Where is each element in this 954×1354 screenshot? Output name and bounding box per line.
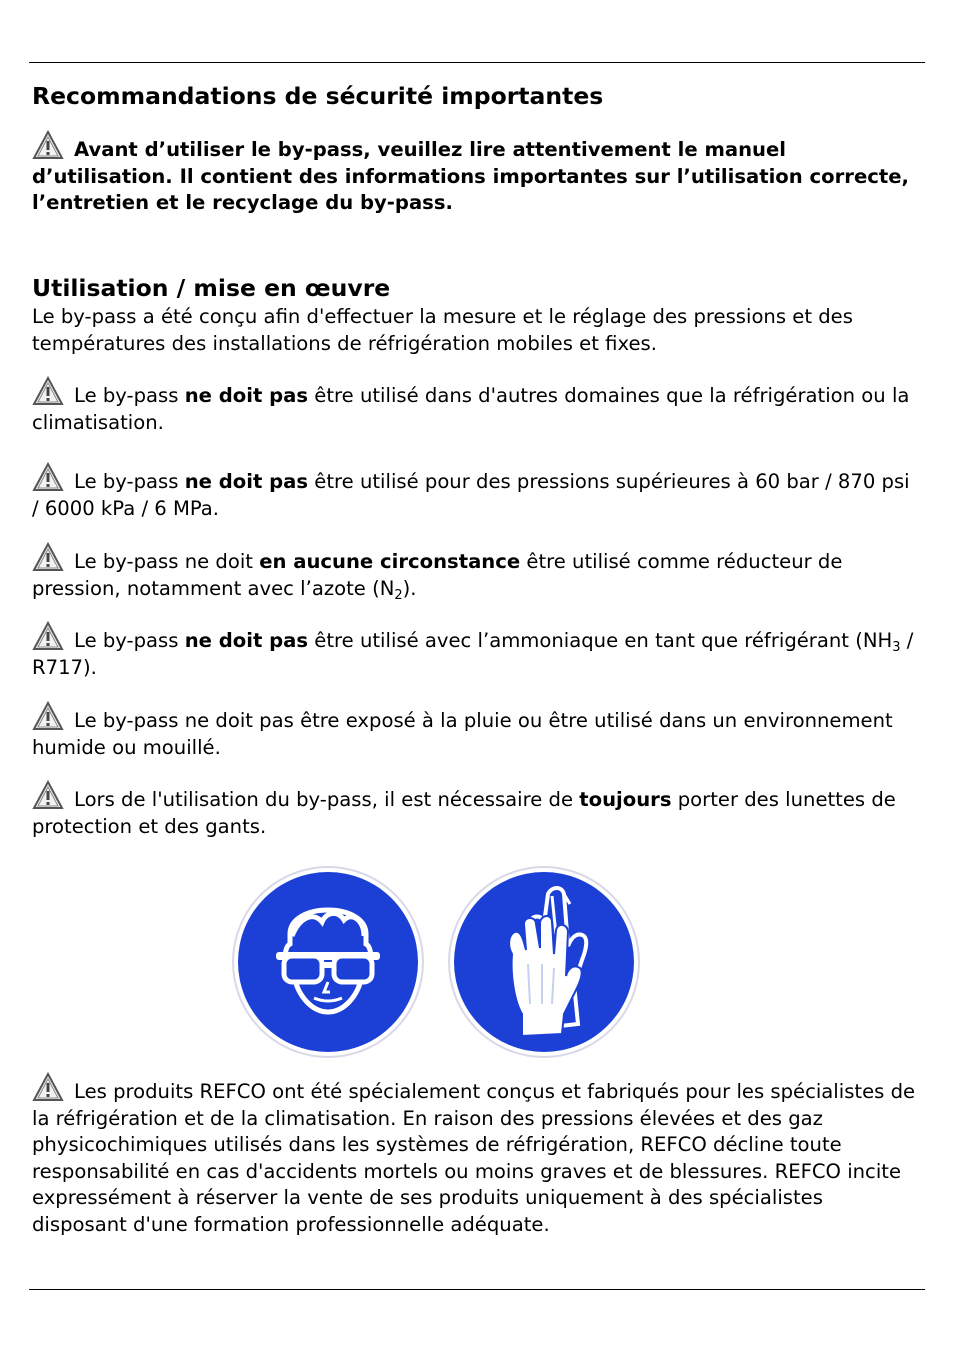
warning-triangle-icon bbox=[32, 130, 64, 160]
warning-paragraph-7: Les produits REFCO ont été spécialement conçus et fabriqués pour les spécialistes de la réfrigération et de la climatisation. En raison des pressions élevées et des gaz physicochimiques utilisés dans les systèmes de réfrigération, REFCO décline toute responsabilité en cas d'accidents mortels ou moins graves et de blessures. REFCO incite expressément à réserver la vente de ses produits uniquement à des spécialistes disposant d'une formation professionnelle adéquate. bbox=[32, 1072, 922, 1238]
bottom-rule bbox=[29, 1289, 925, 1290]
warning-triangle-icon bbox=[32, 462, 64, 492]
usage-heading: Utilisation / mise en œuvre bbox=[32, 274, 391, 302]
warning-triangle-icon bbox=[32, 701, 64, 731]
ppe-icons bbox=[230, 864, 650, 1064]
warning-paragraph-4: Le by-pass ne doit pas être utilisé avec l’ammoniaque en tant que réfrigérant $(NH_3 / R717)$. bbox=[32, 621, 922, 681]
warning-paragraph-1: Le by-pass ne doit pas être utilisé dans d'autres domaines que la réfrigération ou la climatisation. bbox=[32, 376, 922, 436]
safety-goggles-icon bbox=[230, 864, 426, 1060]
warning-triangle-icon bbox=[32, 376, 64, 406]
usage-paragraph: Le by-pass a été conçu afin d'effectuer la mesure et le réglage des pressions et des températures des installations de réfrigération mobiles et fixes. bbox=[32, 305, 853, 355]
intro-paragraph: Avant d’utiliser le by-pass, veuillez lire attentivement le manuel d’utilisation. Il contient des informations importantes sur l’utilisation correcte, l’entretien et le recyclage du by-pass. bbox=[32, 130, 922, 217]
top-rule bbox=[29, 62, 925, 63]
warning-triangle-icon bbox=[32, 621, 64, 651]
warning-triangle-icon bbox=[32, 780, 64, 810]
page-title: Recommandations de sécurité importantes bbox=[32, 82, 604, 110]
warning-triangle-icon bbox=[32, 542, 64, 572]
warning-paragraph-3: Le by-pass ne doit en aucune circonstance être utilisé comme réducteur de pression, notamment avec l’azote $(N_2)$. bbox=[32, 542, 922, 602]
protective-gloves-icon bbox=[446, 864, 642, 1060]
warning-paragraph-6: Lors de l'utilisation du by-pass, il est nécessaire de toujours porter des lunettes de protection et des gants. bbox=[32, 780, 922, 840]
warning-triangle-icon bbox=[32, 1072, 64, 1102]
warning-paragraph-2: Le by-pass ne doit pas être utilisé pour des pressions supérieures à 60 bar / 870 psi / 6000 kPa / 6 MPa. bbox=[32, 462, 922, 522]
warning-paragraph-5: Le by-pass ne doit pas être exposé à la pluie ou être utilisé dans un environnement humide ou mouillé. bbox=[32, 701, 922, 761]
